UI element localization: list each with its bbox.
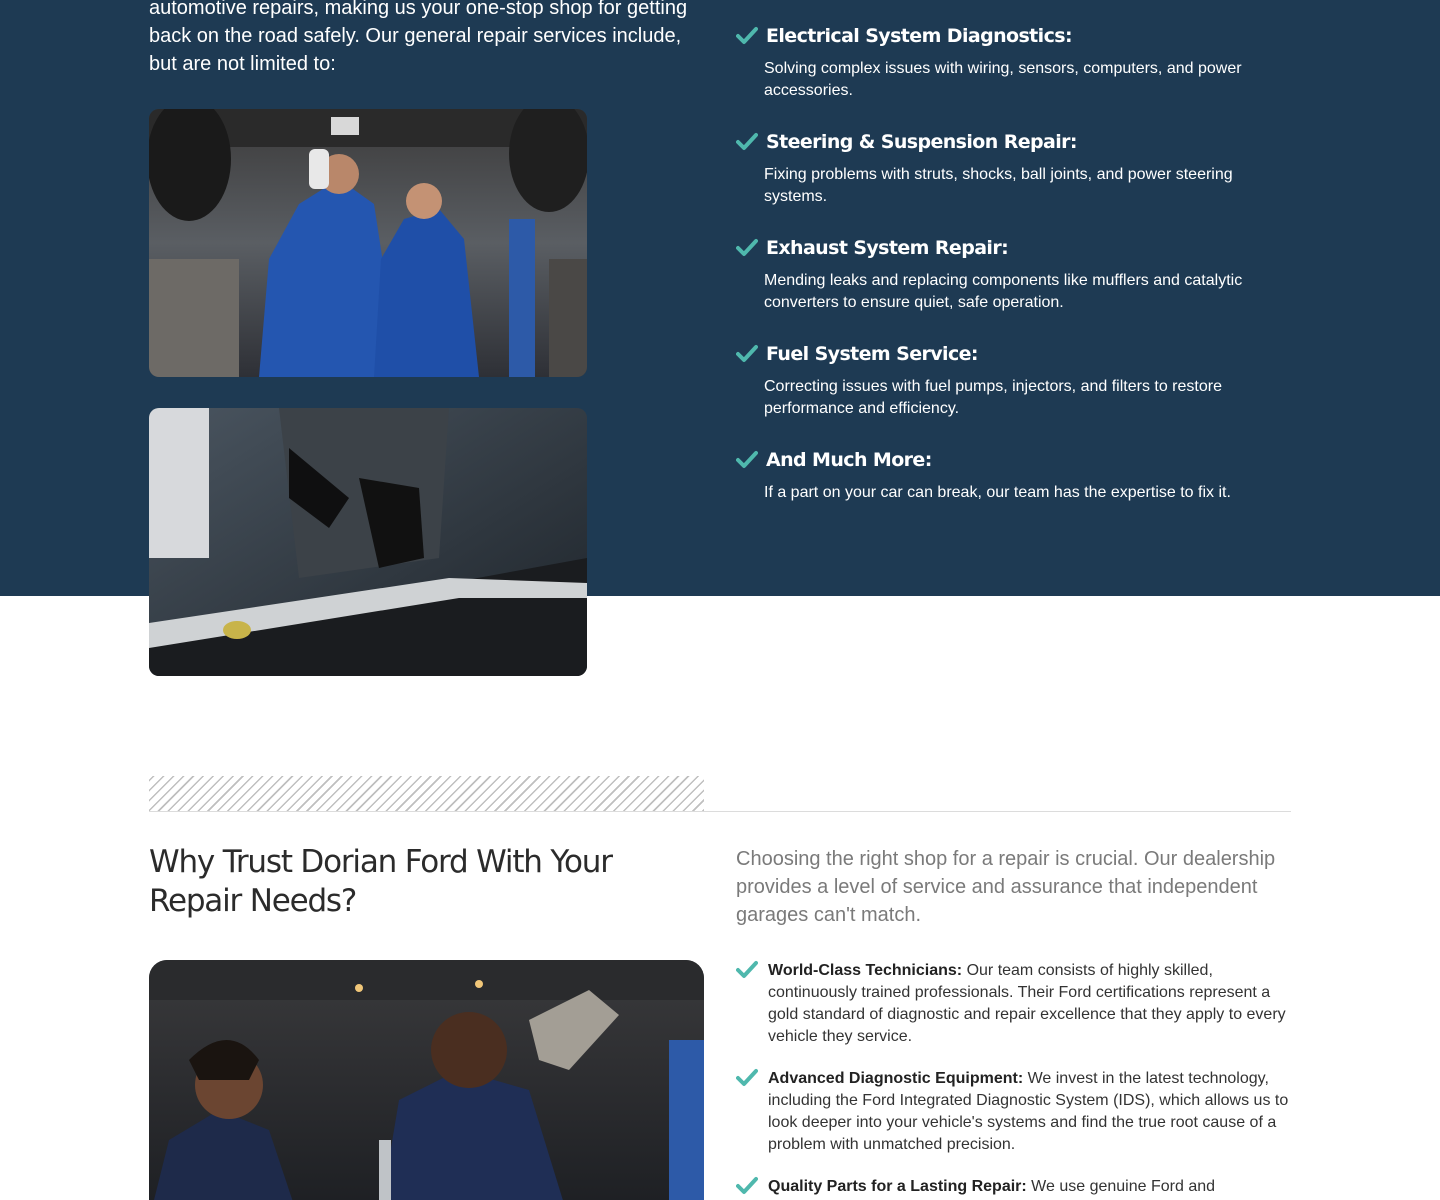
general-repair-services-list bbox=[736, 22, 1296, 530]
reason-item bbox=[736, 1068, 1292, 1156]
check-icon bbox=[736, 450, 758, 470]
reason-body: Our team consists of highly skilled, continuously trained professionals. Their Ford certifications represent a gold standard of diagnostic and repair excellence that they apply to every vehicle they service. bbox=[768, 962, 1286, 1045]
why-trust-heading: Why Trust Dorian Ford With Your Repair Needs? bbox=[149, 844, 612, 919]
service-title: And Much More: bbox=[766, 449, 932, 471]
service-description: If a part on your car can break, our team has the expertise to fix it. bbox=[764, 484, 1231, 501]
reason-body: We invest in the latest technology, including the Ford Integrated Diagnostic System (IDS), which allows us to look deeper into your vehicle's systems and find the true root cause of a problem with unmatched precision. bbox=[768, 1070, 1289, 1153]
check-icon bbox=[736, 238, 758, 258]
check-icon bbox=[736, 132, 758, 152]
service-item bbox=[736, 22, 1296, 102]
reason-text bbox=[768, 960, 1292, 1048]
service-title: Exhaust System Repair: bbox=[766, 237, 1009, 259]
smiling-technicians-photo bbox=[149, 960, 704, 1200]
reason-title: Advanced Diagnostic Equipment: bbox=[768, 1070, 1024, 1087]
service-item bbox=[736, 234, 1296, 314]
reason-text bbox=[768, 1176, 1215, 1198]
service-item bbox=[736, 446, 1296, 504]
technicians-under-car-photo bbox=[149, 109, 587, 377]
check-icon bbox=[736, 344, 758, 364]
service-item bbox=[736, 340, 1296, 420]
intro-paragraph: automotive repairs, making us your one-stop shop for getting back on the road safely. Our general repair services include, but are not limited to: bbox=[149, 0, 688, 75]
reason-text bbox=[768, 1068, 1292, 1156]
reason-title: World-Class Technicians: bbox=[768, 962, 963, 979]
service-title: Fuel System Service: bbox=[766, 343, 978, 365]
mechanic-engine-bay-photo bbox=[149, 408, 587, 676]
check-icon bbox=[736, 960, 758, 980]
why-trust-reasons-list bbox=[736, 960, 1292, 1200]
check-icon bbox=[736, 26, 758, 46]
reason-title: Quality Parts for a Lasting Repair: bbox=[768, 1178, 1027, 1195]
reason-item bbox=[736, 960, 1292, 1048]
check-icon bbox=[736, 1176, 758, 1196]
service-description: Mending leaks and replacing components like mufflers and catalytic converters to ensure quiet, safe operation. bbox=[764, 272, 1243, 311]
section-divider bbox=[149, 811, 1291, 812]
check-icon bbox=[736, 1068, 758, 1088]
reason-item bbox=[736, 1176, 1292, 1198]
service-description: Fixing problems with struts, shocks, ball joints, and power steering systems. bbox=[764, 166, 1233, 205]
reason-body: We use genuine Ford and bbox=[1026, 1178, 1216, 1195]
service-description: Correcting issues with fuel pumps, injectors, and filters to restore performance and efficiency. bbox=[764, 378, 1222, 417]
service-title: Electrical System Diagnostics: bbox=[766, 25, 1072, 47]
decorative-hatch-divider bbox=[149, 776, 704, 811]
service-title: Steering & Suspension Repair: bbox=[766, 131, 1077, 153]
why-trust-intro: Choosing the right shop for a repair is crucial. Our dealership provides a level of service and assurance that independent garages can't match. bbox=[736, 848, 1276, 926]
service-item bbox=[736, 128, 1296, 208]
service-description: Solving complex issues with wiring, sensors, computers, and power accessories. bbox=[764, 60, 1242, 99]
